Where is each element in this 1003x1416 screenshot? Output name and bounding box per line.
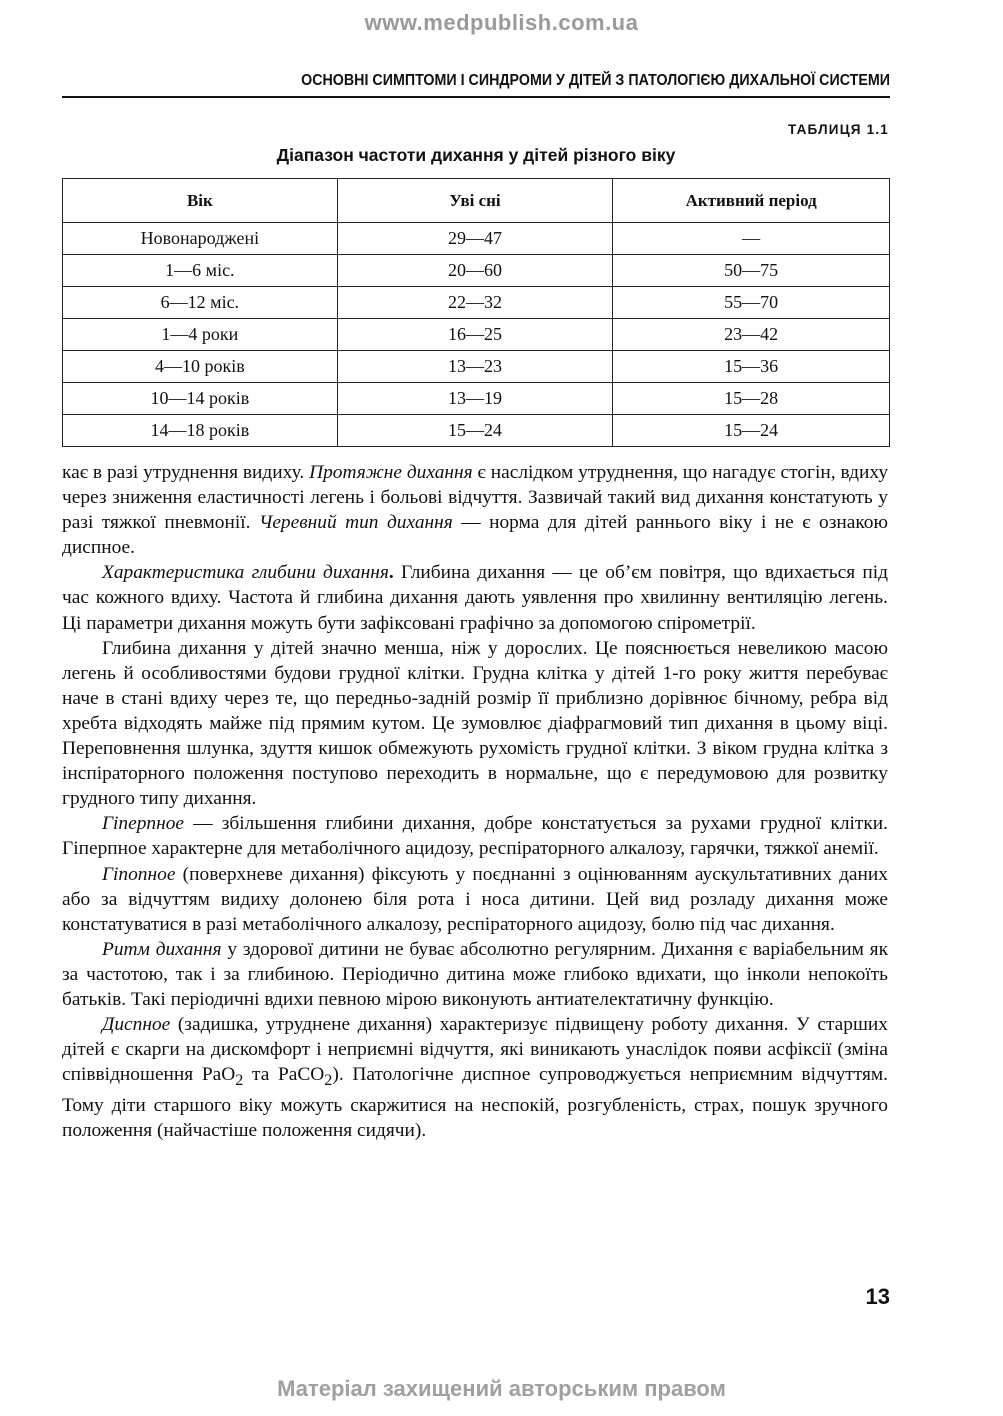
paragraph-text: — збільшення глибини дихання, добре констатується за рухами грудної клітки. Гіперпное характерне для метаболічного ацидозу, респіраторного алкалозу, гарячки, тяжкої анемії. [62, 813, 888, 860]
table-cell-sleep: 22—32 [337, 287, 613, 319]
table-cell-sleep: 29—47 [337, 223, 613, 255]
paragraph-text: Глибина дихання у дітей значно менша, ніж у дорослих. Це пояснюється невеликою масою легень й особливостями будови грудної клітки. Грудна клітка у дітей 1-го року життя перебуває наче в стані вдиху через те, що передньо-задній розмір її приблизно дорівнює бічному, ребра від хребта відходять майже під прямим кутом. Це зумовлює діафрагмовий тип дихання в цьому віці. Переповнення шлунка, здуття кишок обмежують рухомість грудної клітки. З віком грудна клітка з інспіраторного положення поступово переходить в нормальне, що є передумовою для розвитку грудного типу дихання. [62, 637, 888, 810]
paragraph-text: у здорової дитини не буває абсолютно регулярним. Дихання є варіабельним як за частотою, так і за глибиною. Періодично дитина може глибоко вдихати, що інколи непокоїть батьків. Такі періодичні вдихи певною мірою виконують антиателектатичну функцію. [62, 938, 888, 1010]
header-rule [62, 96, 890, 98]
term-dyspnea: Диспное [102, 1014, 171, 1036]
paragraph-text: кає в разі утруднення видиху. [62, 462, 310, 483]
table-cell-active: 15—36 [613, 351, 890, 383]
paragraph-text: (поверхневе дихання) фіксують у поєднанні з оцінюванням аускультативних даних або за відчуттям видиху долонею біля рота і носа дитини. Цей вид розладу дихання може констатуватися в разі метаболічного алкалозу, респіраторного ацидозу, болю під час дихання. [62, 863, 888, 935]
watermark-url: www.medpublish.com.ua [364, 10, 639, 35]
paragraph-exhalation [62, 460, 888, 560]
table-cell-age: 10—14 років [63, 383, 338, 415]
page-number: 13 [865, 1284, 890, 1309]
subscript: 2 [324, 1072, 333, 1090]
paragraph-breathing-depth [62, 560, 888, 635]
subscript: 2 [235, 1072, 244, 1090]
table-cell-age: Новонароджені [63, 223, 338, 255]
paragraph-text: ). Патологічне диспное супроводжується неприємним відчуттям. Тому діти старшого віку можуть скаржитися на неспокій, розгубленість, страх, пошук зручного положення (найчастіше положення сидячи). [62, 1064, 889, 1142]
term-breathing-depth: Характеристика глибини дихання [102, 562, 389, 584]
table-cell-active: 23—42 [613, 319, 890, 351]
table-cell-sleep: 13—19 [337, 383, 613, 415]
paragraph-text: є наслідком утруднення, що нагадує стогін, вдиху через зниження еластичності легень і больові відчуття. Зазвичай такий вид дихання констатують у разі тяжкої пневмонії. [62, 462, 889, 534]
table-cell-active: 15—24 [613, 415, 890, 447]
paragraph-hypopnea [62, 862, 888, 937]
table-row [63, 287, 890, 319]
paragraph-text: — норма для дітей раннього віку і не є ознакою диспное. [62, 512, 888, 559]
term-prolonged-breathing: Протяжне дихання [309, 462, 473, 483]
respiratory-rate-table [62, 178, 890, 447]
table-cell-active: 15—28 [613, 383, 890, 415]
table-cell-sleep: 13—23 [337, 351, 613, 383]
table-row [63, 351, 890, 383]
copyright-watermark: Матеріал захищений авторським правом [277, 1376, 726, 1401]
paragraph-text: та РаСО [243, 1064, 325, 1086]
table-cell-sleep: 16—25 [337, 319, 613, 351]
paragraph-dyspnea [62, 1012, 888, 1143]
column-header-active: Активний період [613, 179, 890, 223]
table-row [63, 223, 890, 255]
table-row [63, 319, 890, 351]
table-header-row [63, 179, 890, 223]
paragraph-text: (задишка, утруднене дихання) характеризує підвищену роботу дихання. У старших дітей є скарги на дискомфорт і неприємні відчуття, які виникають унаслідок появи асфіксії (зміна співвідношення РаО [62, 1014, 888, 1086]
paragraph-depth-children [62, 636, 888, 812]
table-cell-sleep: 15—24 [337, 415, 613, 447]
column-header-age: Вік [63, 179, 338, 223]
term-abdominal-breathing: Черевний тип дихання [258, 512, 453, 534]
term-hypopnea: Гіпопное [102, 863, 176, 885]
table-cell-active: 50—75 [613, 255, 890, 287]
body-text [62, 460, 888, 1143]
paragraph-breathing-rhythm [62, 937, 888, 1012]
column-header-sleep: Уві сні [337, 179, 613, 223]
paragraph-hyperpnea [62, 811, 888, 861]
table-cell-sleep: 20—60 [337, 255, 613, 287]
table-cell-active: 55—70 [613, 287, 890, 319]
table-number: ТАБЛИЦЯ 1.1 [788, 122, 889, 137]
term-hyperpnea: Гіперпное [102, 813, 185, 835]
paragraph-text: Глибина дихання — це об’єм повітря, що вдихається під час кожного вдиху. Частота й глибина дихання дають уявлення про хвилинну вентиляцію легень. Ці параметри дихання можуть бути зафіксовані графічно за допомогою спірометрії. [62, 562, 888, 634]
bold-period: . [388, 562, 394, 584]
table-row [63, 255, 890, 287]
term-breathing-rhythm: Ритм дихання [102, 938, 222, 960]
table-row [63, 383, 890, 415]
table-cell-age: 1—4 роки [63, 319, 338, 351]
table-cell-age: 6—12 міс. [63, 287, 338, 319]
table-cell-active: — [613, 223, 890, 255]
table-cell-age: 14—18 років [63, 415, 338, 447]
running-head: ОСНОВНІ СИМПТОМИ І СИНДРОМИ У ДІТЕЙ З ПАТОЛОГІЄЮ ДИХАЛЬНОЇ СИСТЕМИ [301, 72, 890, 89]
table-row [63, 415, 890, 447]
table-cell-age: 4—10 років [63, 351, 338, 383]
table-cell-age: 1—6 міс. [63, 255, 338, 287]
table-title: Діапазон частоти дихання у дітей різного віку [276, 145, 676, 165]
